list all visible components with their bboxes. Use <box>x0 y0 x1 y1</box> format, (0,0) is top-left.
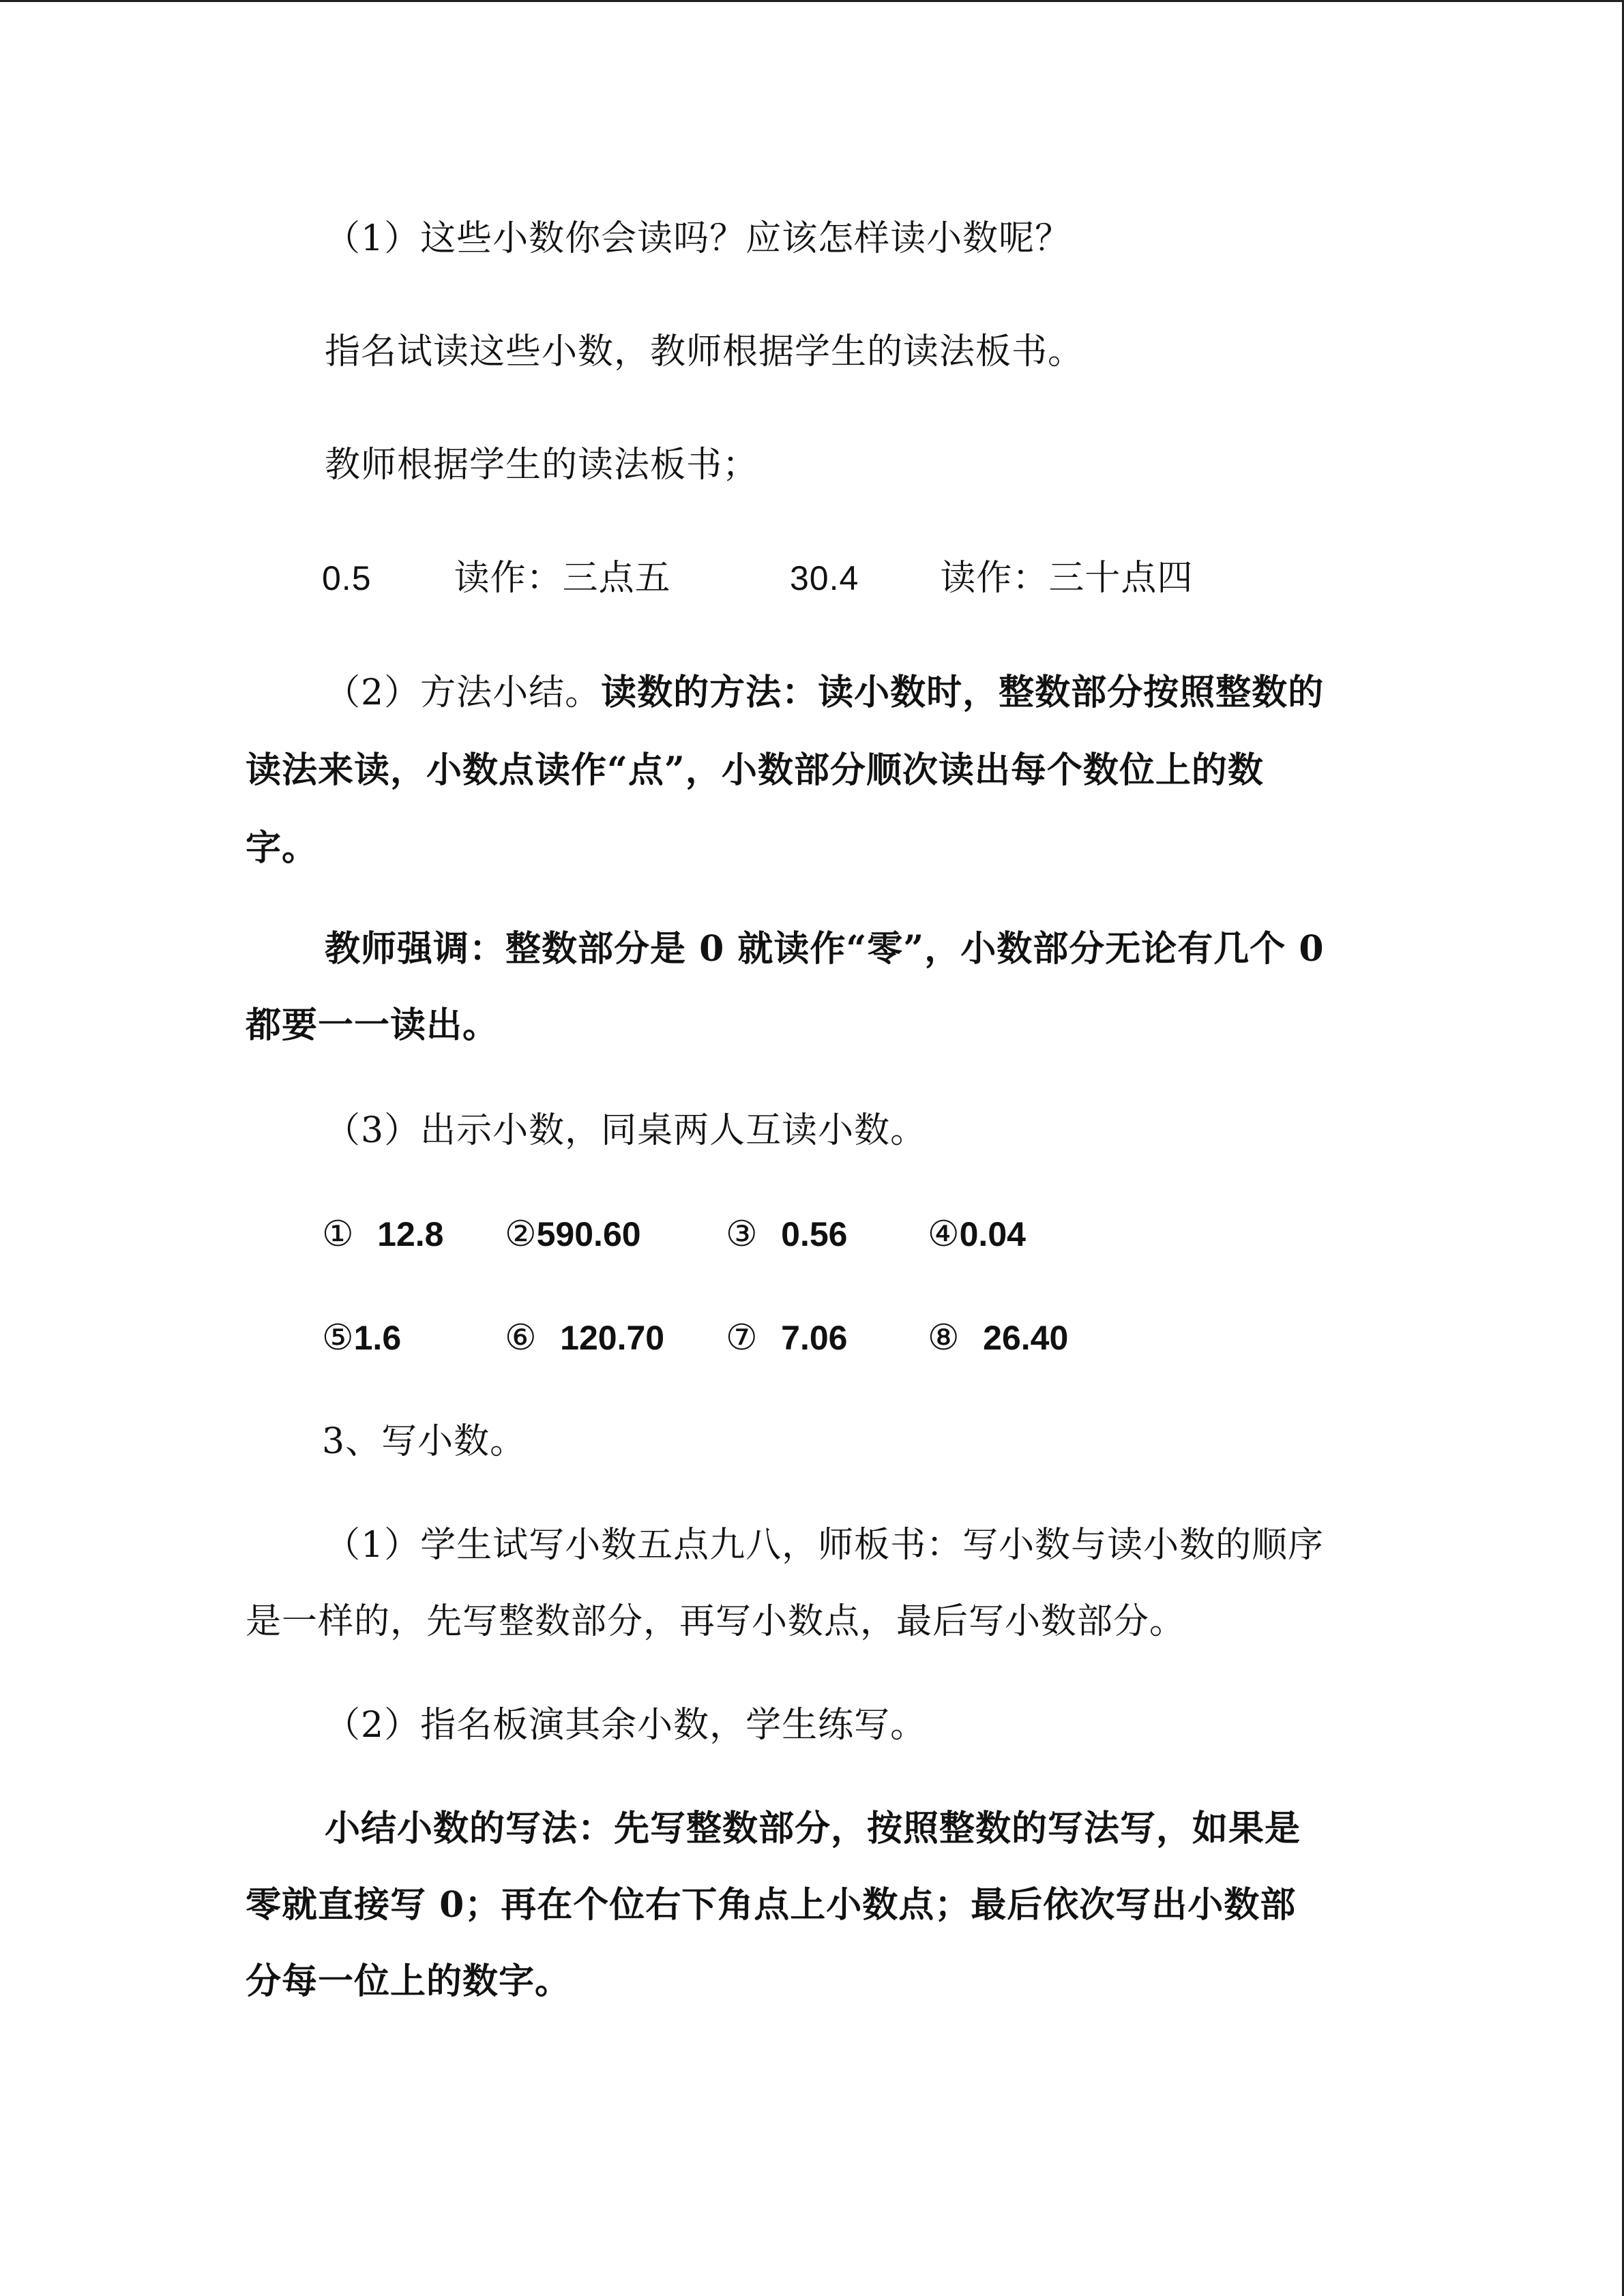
writing-summary-line-2: 零就直接写 0；再在个位右下角点上小数点；最后依次写出小数部 <box>246 1884 1297 1926</box>
decimal-value-5: 1.6 <box>353 1319 402 1357</box>
decimal-item-6 <box>505 1316 664 1360</box>
example-reading-a: 读作：三点五 <box>454 558 671 599</box>
paragraph-trial-writing-line-1: （1）学生试写小数五点九八，师板书：写小数与读小数的顺序 <box>325 1525 1325 1566</box>
reading-examples-row-b <box>790 556 1193 600</box>
paragraph-show-decimals: （3）出示小数，同桌两人互读小数。 <box>325 1110 927 1151</box>
example-reading-b: 读作：三十点四 <box>940 558 1194 599</box>
decimal-value-6: 120.70 <box>560 1319 665 1357</box>
decimal-item-3 <box>726 1212 847 1256</box>
decimal-value-8: 26.40 <box>983 1319 1069 1357</box>
teacher-emphasis-line-1: 教师强调：整数部分是 0 就读作“零”，小数部分无论有几个 0 <box>325 928 1325 970</box>
paragraph-trial-writing-line-2: 是一样的，先写整数部分，再写小数点，最后写小数部分。 <box>246 1601 1186 1642</box>
page-border-top <box>0 0 1624 2</box>
circle-number-6: ⑥ <box>505 1317 537 1358</box>
method-summary-bold: 读数的方法：读小数时，整数部分按照整数的 <box>601 672 1325 713</box>
circle-number-2: ② <box>505 1214 537 1255</box>
example-number-a: 0.5 <box>322 559 372 597</box>
writing-summary-line-1: 小结小数的写法：先写整数部分，按照整数的写法写，如果是 <box>325 1808 1301 1849</box>
circle-number-8: ⑧ <box>928 1317 960 1358</box>
section-heading-write-decimals: 3、写小数。 <box>322 1421 527 1462</box>
paragraph-board-writing: 教师根据学生的读法板书； <box>325 445 759 486</box>
decimal-value-2: 590.60 <box>536 1215 641 1253</box>
example-number-b: 30.4 <box>790 559 859 597</box>
method-summary-line-3: 字。 <box>246 827 319 869</box>
decimal-item-7 <box>726 1316 847 1360</box>
decimal-item-8 <box>928 1316 1068 1360</box>
paragraph-trial-reading: 指名试读这些小数，教师根据学生的读法板书。 <box>325 331 1084 372</box>
paragraph-question-1: （1）这些小数你会读吗？应该怎样读小数呢？ <box>325 218 1072 259</box>
circle-number-7: ⑦ <box>726 1317 758 1358</box>
paragraph-method-summary <box>325 671 1324 715</box>
decimal-item-2 <box>505 1212 641 1256</box>
decimal-value-3: 0.56 <box>781 1215 848 1253</box>
circle-number-4: ④ <box>928 1214 960 1255</box>
decimal-value-4: 0.04 <box>959 1215 1026 1253</box>
circle-number-5: ⑤ <box>322 1317 354 1358</box>
method-summary-prefix: （2）方法小结。 <box>325 672 602 713</box>
decimal-item-1 <box>322 1212 443 1256</box>
teacher-emphasis-line-2: 都要一一读出。 <box>246 1004 499 1046</box>
circle-number-3: ③ <box>726 1214 758 1255</box>
circle-number-1: ① <box>322 1214 354 1255</box>
decimal-value-7: 7.06 <box>781 1319 848 1357</box>
method-summary-line-2: 读法来读，小数点读作“点”，小数部分顺次读出每个数位上的数 <box>246 749 1264 791</box>
decimal-value-1: 12.8 <box>377 1215 444 1253</box>
paragraph-board-practice: （2）指名板演其余小数，学生练写。 <box>325 1705 927 1746</box>
decimal-item-4 <box>928 1212 1026 1256</box>
decimal-item-5 <box>322 1316 401 1360</box>
writing-summary-line-3: 分每一位上的数字。 <box>246 1960 572 2002</box>
reading-examples-row <box>322 556 671 600</box>
